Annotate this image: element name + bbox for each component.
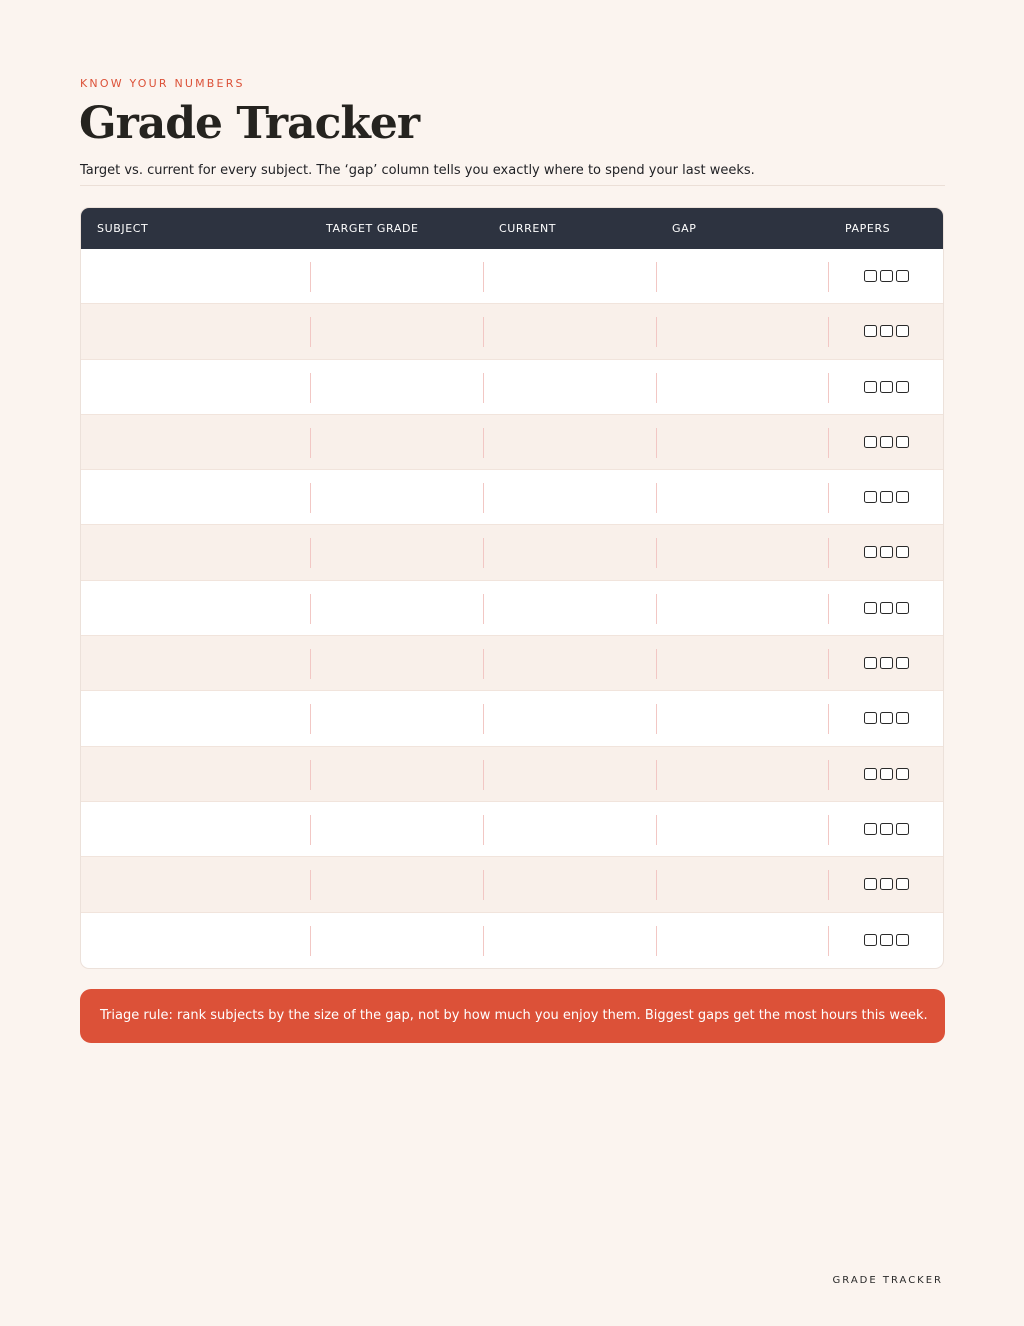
column-divider — [656, 483, 657, 513]
table-row — [81, 360, 943, 415]
paper-checkbox[interactable] — [896, 546, 909, 558]
column-divider — [483, 317, 484, 347]
paper-checkbox[interactable] — [880, 712, 893, 724]
column-divider — [656, 262, 657, 292]
paper-checkbox[interactable] — [864, 712, 877, 724]
column-divider — [483, 594, 484, 624]
column-header-papers: PAPERS — [845, 222, 891, 235]
paper-checkbox[interactable] — [896, 270, 909, 282]
paper-checkbox[interactable] — [880, 657, 893, 669]
paper-checkbox[interactable] — [896, 768, 909, 780]
papers-checkboxes — [864, 381, 909, 393]
grade-table — [80, 207, 944, 969]
column-divider — [828, 870, 829, 900]
table-row — [81, 525, 943, 580]
column-divider — [483, 428, 484, 458]
paper-checkbox[interactable] — [896, 491, 909, 503]
table-row — [81, 415, 943, 470]
table-row — [81, 581, 943, 636]
column-divider — [310, 317, 311, 347]
papers-checkboxes — [864, 934, 909, 946]
column-divider — [656, 538, 657, 568]
column-divider — [483, 926, 484, 956]
column-divider — [310, 870, 311, 900]
column-divider — [656, 649, 657, 679]
papers-checkboxes — [864, 546, 909, 558]
eyebrow: KNOW YOUR NUMBERS — [80, 77, 245, 90]
papers-checkboxes — [864, 768, 909, 780]
column-header-current: CURRENT — [499, 222, 557, 235]
column-divider — [656, 373, 657, 403]
column-divider — [828, 317, 829, 347]
column-divider — [656, 704, 657, 734]
column-divider — [483, 870, 484, 900]
paper-checkbox[interactable] — [880, 934, 893, 946]
column-divider — [310, 373, 311, 403]
column-divider — [656, 926, 657, 956]
paper-checkbox[interactable] — [880, 491, 893, 503]
page-title: Grade Tracker — [79, 98, 420, 149]
paper-checkbox[interactable] — [864, 270, 877, 282]
paper-checkbox[interactable] — [896, 878, 909, 890]
paper-checkbox[interactable] — [864, 325, 877, 337]
papers-checkboxes — [864, 657, 909, 669]
column-divider — [828, 594, 829, 624]
column-divider — [483, 538, 484, 568]
column-header-target-grade: TARGET GRADE — [326, 222, 419, 235]
papers-checkboxes — [864, 712, 909, 724]
paper-checkbox[interactable] — [864, 602, 877, 614]
page-subtitle: Target vs. current for every subject. The ‘gap’ column tells you exactly where to spend your last weeks. — [80, 163, 755, 178]
column-divider — [828, 815, 829, 845]
column-divider — [828, 926, 829, 956]
column-divider — [310, 483, 311, 513]
column-divider — [483, 262, 484, 292]
paper-checkbox[interactable] — [864, 657, 877, 669]
table-row — [81, 249, 943, 304]
table-row — [81, 857, 943, 912]
column-header-gap: GAP — [672, 222, 697, 235]
paper-checkbox[interactable] — [880, 381, 893, 393]
column-divider — [828, 538, 829, 568]
column-divider — [656, 317, 657, 347]
table-row — [81, 304, 943, 359]
paper-checkbox[interactable] — [864, 878, 877, 890]
column-divider — [310, 262, 311, 292]
paper-checkbox[interactable] — [880, 436, 893, 448]
column-divider — [310, 926, 311, 956]
triage-callout: Triage rule: rank subjects by the size of the gap, not by how much you enjoy them. Biggest gaps get the most hours this week. — [80, 989, 945, 1043]
paper-checkbox[interactable] — [864, 823, 877, 835]
column-divider — [828, 649, 829, 679]
column-divider — [310, 594, 311, 624]
papers-checkboxes — [864, 270, 909, 282]
column-header-subject: SUBJECT — [97, 222, 149, 235]
column-divider — [483, 373, 484, 403]
column-divider — [310, 428, 311, 458]
column-divider — [483, 704, 484, 734]
column-divider — [483, 483, 484, 513]
column-divider — [656, 760, 657, 790]
column-divider — [310, 760, 311, 790]
footer-label: GRADE TRACKER — [832, 1275, 943, 1286]
paper-checkbox[interactable] — [864, 436, 877, 448]
table-row — [81, 636, 943, 691]
table-row — [81, 747, 943, 802]
column-divider — [656, 815, 657, 845]
column-divider — [310, 649, 311, 679]
paper-checkbox[interactable] — [880, 270, 893, 282]
column-divider — [656, 870, 657, 900]
paper-checkbox[interactable] — [864, 546, 877, 558]
column-divider — [483, 815, 484, 845]
column-divider — [310, 815, 311, 845]
column-divider — [828, 704, 829, 734]
papers-checkboxes — [864, 325, 909, 337]
column-divider — [828, 428, 829, 458]
paper-checkbox[interactable] — [880, 878, 893, 890]
paper-checkbox[interactable] — [896, 823, 909, 835]
paper-checkbox[interactable] — [896, 657, 909, 669]
paper-checkbox[interactable] — [896, 381, 909, 393]
paper-checkbox[interactable] — [864, 768, 877, 780]
paper-checkbox[interactable] — [864, 934, 877, 946]
papers-checkboxes — [864, 491, 909, 503]
column-divider — [828, 760, 829, 790]
table-header — [81, 208, 943, 249]
papers-checkboxes — [864, 878, 909, 890]
paper-checkbox[interactable] — [896, 712, 909, 724]
header-divider — [80, 185, 945, 186]
paper-checkbox[interactable] — [896, 436, 909, 448]
paper-checkbox[interactable] — [864, 491, 877, 503]
paper-checkbox[interactable] — [880, 823, 893, 835]
paper-checkbox[interactable] — [880, 602, 893, 614]
paper-checkbox[interactable] — [896, 325, 909, 337]
paper-checkbox[interactable] — [880, 325, 893, 337]
papers-checkboxes — [864, 436, 909, 448]
paper-checkbox[interactable] — [864, 381, 877, 393]
papers-checkboxes — [864, 823, 909, 835]
paper-checkbox[interactable] — [896, 602, 909, 614]
paper-checkbox[interactable] — [880, 768, 893, 780]
column-divider — [828, 483, 829, 513]
column-divider — [483, 649, 484, 679]
column-divider — [828, 373, 829, 403]
table-row — [81, 470, 943, 525]
column-divider — [310, 704, 311, 734]
table-row — [81, 691, 943, 746]
paper-checkbox[interactable] — [896, 934, 909, 946]
papers-checkboxes — [864, 602, 909, 614]
table-row — [81, 802, 943, 857]
column-divider — [656, 428, 657, 458]
column-divider — [656, 594, 657, 624]
table-body — [81, 249, 943, 968]
column-divider — [828, 262, 829, 292]
column-divider — [483, 760, 484, 790]
table-row — [81, 913, 943, 968]
column-divider — [310, 538, 311, 568]
paper-checkbox[interactable] — [880, 546, 893, 558]
